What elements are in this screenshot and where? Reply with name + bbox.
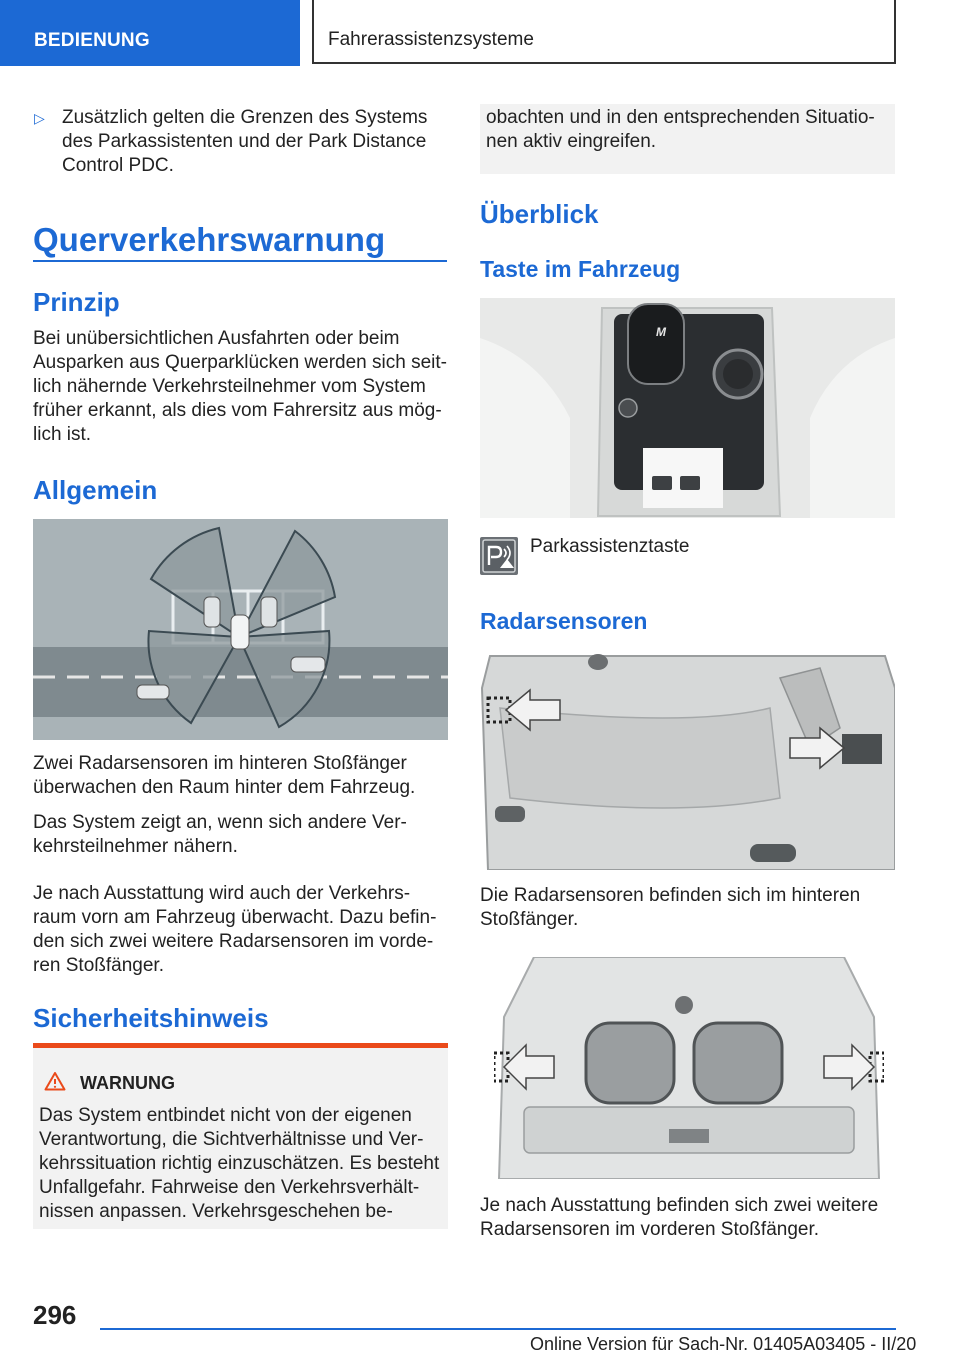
park-assist-symbol-icon bbox=[480, 537, 518, 575]
footer-rule bbox=[100, 1328, 896, 1330]
allgemein-paragraph-2: Das System zeigt an, wenn sich andere Ver-kehrsteilnehmer nähern. bbox=[33, 812, 407, 857]
cross-traffic-graphic bbox=[33, 519, 448, 740]
section-tab bbox=[0, 0, 300, 66]
sicherheit-heading: Sicherheitshinweis bbox=[33, 1003, 269, 1033]
park-assist-button-icon bbox=[480, 537, 518, 575]
center-console-graphic bbox=[480, 298, 895, 518]
rear-caption: Die Radarsensoren befinden sich im hinteren Stoßfänger. bbox=[480, 885, 861, 930]
console-brand-logo: M bbox=[656, 325, 666, 339]
ueberblick-heading: Überblick bbox=[480, 199, 599, 229]
allgemein-heading: Allgemein bbox=[33, 475, 158, 505]
bullet-paragraph: Zusätzlich gelten die Grenzen des Systems des Parkassistenten und der Park Distance Control PDC. bbox=[62, 107, 428, 176]
button-caption: Parkassistenztaste bbox=[530, 536, 690, 557]
title-rule bbox=[33, 260, 447, 262]
chapter-title: Fahrerassistenzsysteme bbox=[328, 29, 534, 50]
center-console-image bbox=[480, 298, 895, 518]
warning-box bbox=[33, 1048, 448, 1229]
footer-version-link[interactable]: Online Version für Sach-Nr. 01405A03405 - II/20 bbox=[530, 1334, 917, 1354]
warning-label: WARNUNG bbox=[80, 1073, 175, 1093]
front-caption: Je nach Ausstattung befinden sich zwei weitere Radarsensoren im vorderen Stoßfänger. bbox=[480, 1195, 879, 1240]
chapter-tab bbox=[312, 0, 896, 64]
front-bumper-image bbox=[494, 957, 884, 1179]
rear-bumper-graphic bbox=[480, 648, 895, 870]
rear-bumper-image bbox=[480, 648, 895, 870]
allgemein-paragraph-1: Zwei Radarsensoren im hinteren Stoßfänger überwachen den Raum hinter dem Fahrzeug. bbox=[33, 753, 416, 798]
cross-traffic-illustration bbox=[33, 519, 448, 740]
page-title: Querverkehrswarnung bbox=[33, 221, 386, 258]
prinzip-heading: Prinzip bbox=[33, 287, 120, 317]
warning-text: Das System entbindet nicht von der eigenen Verantwortung, die Sichtverhältnisse und Ver-kehrssituation richtig einzuschätzen. Es besteht Unfallgefahr. Fahrweise den Verkehrsverhält-nissen anpassen. Verkehrsgeschehen be- bbox=[39, 1105, 440, 1222]
warning-continued-text: obachten und in den entsprechenden Situatio-nen aktiv eingreifen. bbox=[486, 107, 875, 152]
front-bumper-graphic bbox=[494, 957, 884, 1179]
page-number: 296 bbox=[33, 1300, 77, 1330]
allgemein-paragraph-3: Je nach Ausstattung wird auch der Verkehrs-raum vorn am Fahrzeug überwacht. Dazu befin-den sich zwei weitere Radarsensoren im vorde-ren Stoßfänger. bbox=[33, 883, 437, 976]
warning-box-continued bbox=[480, 104, 895, 174]
prinzip-text: Bei unübersichtlichen Ausfahrten oder beim Ausparken aus Querparklücken werden sich seit-lich nähernde Verkehrsteilnehmer vom System früher erkannt, als dies vom Fahrersitz aus mög-lich ist. bbox=[33, 328, 447, 445]
warning-triangle-icon bbox=[44, 1071, 66, 1091]
section-title: BEDIENUNG bbox=[34, 30, 150, 51]
radar-heading: Radarsensoren bbox=[480, 608, 648, 634]
taste-heading: Taste im Fahrzeug bbox=[480, 256, 681, 282]
bullet-triangle-icon: ▷ bbox=[34, 110, 45, 126]
